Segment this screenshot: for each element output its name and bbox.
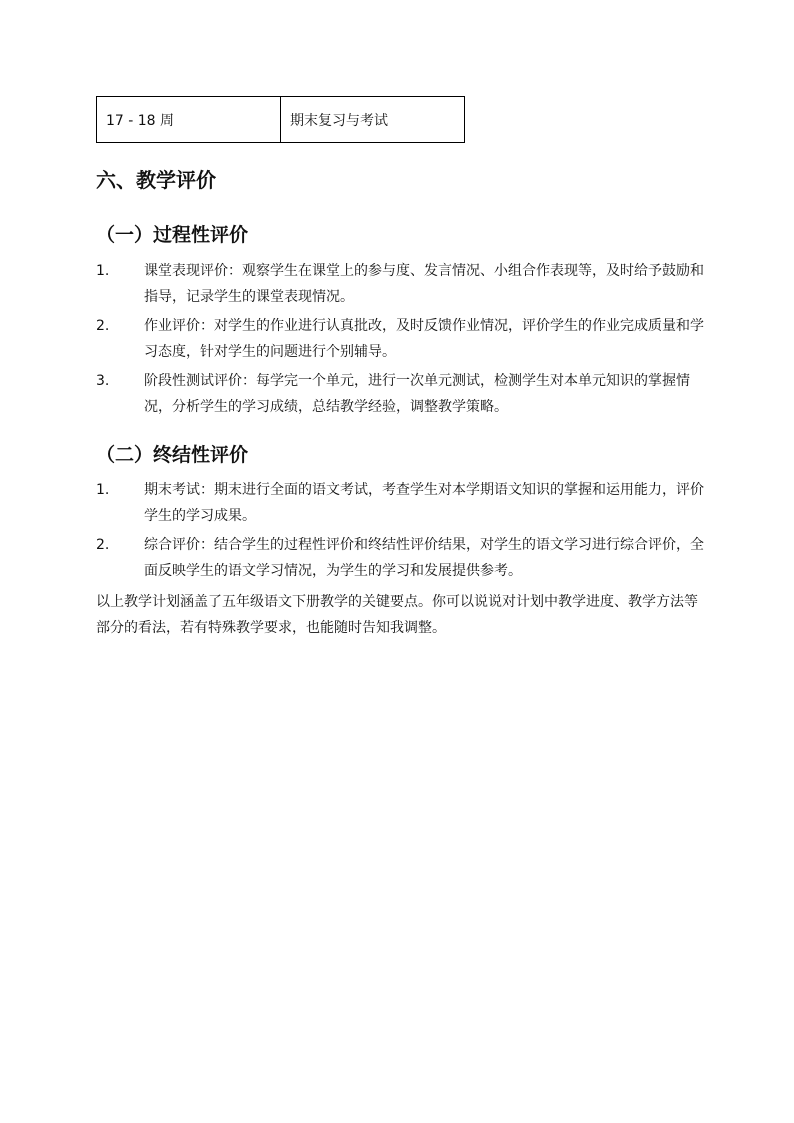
week-cell: 17 - 18 周 xyxy=(97,97,281,143)
closing-paragraph: 以上教学计划涵盖了五年级语文下册教学的关键要点。你可以说说对计划中教学进度、教学方法等部分的看法，若有特殊教学要求，也能随时告知我调整。 xyxy=(96,594,698,636)
content-cell: 期末复习与考试 xyxy=(281,97,465,143)
subsection-heading-summative: （二）终结性评价 xyxy=(96,444,249,466)
list-text: 作业评价：对学生的作业进行认真批改，及时反馈作业情况，评价学生的作业完成质量和学习态度，针对学生的问题进行个别辅导。 xyxy=(144,318,704,360)
list-text: 阶段性测试评价：每学完一个单元，进行一次单元测试，检测学生对本单元知识的掌握情况，分析学生的学习成绩，总结教学经验，调整教学策略。 xyxy=(144,373,690,415)
list-number: 3. xyxy=(96,373,110,389)
table-row xyxy=(97,97,465,143)
list-text: 课堂表现评价：观察学生在课堂上的参与度、发言情况、小组合作表现等，及时给予鼓励和指导，记录学生的课堂表现情况。 xyxy=(144,263,704,305)
subsection-heading-process: （一）过程性评价 xyxy=(96,224,249,246)
schedule-table xyxy=(96,96,465,143)
list-number: 1. xyxy=(96,263,110,279)
list-text: 综合评价：结合学生的过程性评价和终结性评价结果，对学生的语文学习进行综合评价，全面反映学生的语文学习情况，为学生的学习和发展提供参考。 xyxy=(144,537,704,579)
section-heading: 六、教学评价 xyxy=(96,168,216,192)
list-number: 2. xyxy=(96,318,110,334)
list-number: 1. xyxy=(96,482,110,498)
list-text: 期末考试：期末进行全面的语文考试，考查学生对本学期语文知识的掌握和运用能力，评价学生的学习成果。 xyxy=(144,482,704,524)
list-number: 2. xyxy=(96,537,110,553)
